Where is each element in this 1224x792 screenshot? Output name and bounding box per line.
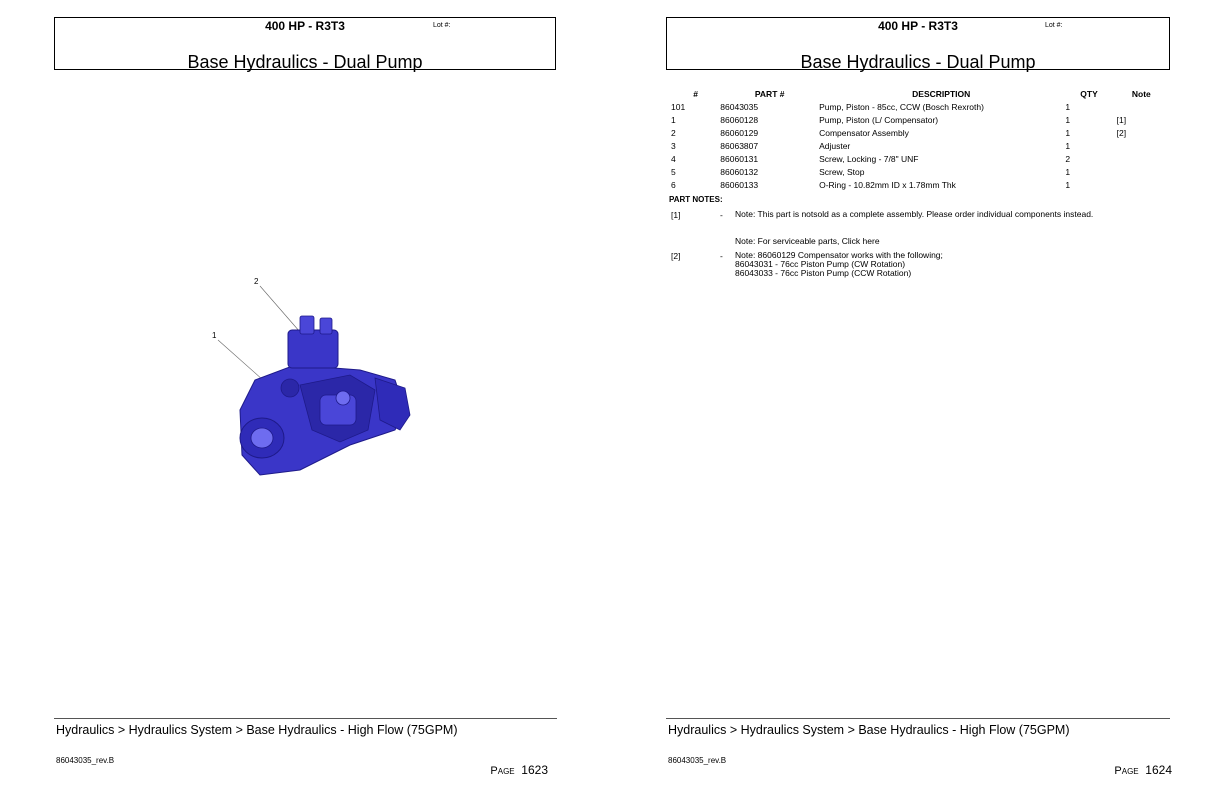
col-header-note: Note xyxy=(1131,88,1151,99)
cell-description: Screw, Locking - 7/8" UNF xyxy=(819,153,919,164)
cell-number: 1 xyxy=(671,114,676,125)
cell-description: Adjuster xyxy=(819,140,851,151)
cell-number: 6 xyxy=(671,179,676,190)
page-word: Page xyxy=(1114,765,1139,777)
document-id: 86043035_rev.B xyxy=(56,756,115,765)
note-ref: [2] xyxy=(671,251,681,261)
cell-part: 86060129 xyxy=(720,127,759,138)
pump-shaft xyxy=(251,428,273,448)
table-row xyxy=(668,178,1168,191)
table-row xyxy=(668,113,1168,126)
note-line: Note: 86060129 Compensator works with the following; xyxy=(735,250,943,260)
callout-1: 1 xyxy=(212,331,217,340)
page-number-value: 1623 xyxy=(521,763,548,777)
footer-rule xyxy=(54,718,557,719)
header-box xyxy=(54,17,556,70)
table-row xyxy=(668,126,1168,139)
col-header-description: DESCRIPTION xyxy=(912,88,971,99)
note-text-link[interactable] xyxy=(735,237,880,246)
port-opening xyxy=(336,391,350,405)
cell-qty: 1 xyxy=(1065,140,1071,151)
footer-rule xyxy=(666,718,1170,719)
cell-number: 5 xyxy=(671,166,676,177)
cell-number: 4 xyxy=(671,153,676,164)
cell-note xyxy=(1115,139,1168,152)
cell-description: Pump, Piston - 85cc, CCW (Bosch Rexroth) xyxy=(819,101,984,112)
cell-part: 86060128 xyxy=(720,114,759,125)
model-title: 400 HP - R3T3 xyxy=(878,19,958,33)
breadcrumb: Hydraulics > Hydraulics System > Base Hydraulics - High Flow (75GPM) xyxy=(668,723,1070,737)
cell-qty: 1 xyxy=(1065,179,1071,190)
note-dash: - xyxy=(720,210,723,220)
cell-note: [1] xyxy=(1116,114,1127,125)
cell-qty: 1 xyxy=(1065,101,1071,112)
parts-table xyxy=(668,87,1168,191)
note-dash: - xyxy=(720,251,723,261)
cell-qty: 1 xyxy=(1065,166,1071,177)
table-row xyxy=(668,165,1168,178)
model-title: 400 HP - R3T3 xyxy=(265,19,345,33)
leader-line-2 xyxy=(260,286,300,332)
cell-part: 86060133 xyxy=(720,179,759,190)
table-row xyxy=(668,152,1168,165)
header-box xyxy=(666,17,1170,70)
cell-qty: 1 xyxy=(1065,114,1071,125)
note-line: Note: This part is notsold as a complete assembly. Please order individual components instead. xyxy=(735,209,1094,219)
note-ref: [1] xyxy=(671,210,681,220)
page-word: Page xyxy=(490,765,515,777)
cell-part: 86063807 xyxy=(720,140,759,151)
table-header-row xyxy=(668,87,1168,100)
part-notes-heading: PART NOTES: xyxy=(669,195,723,204)
document-id: 86043035_rev.B xyxy=(668,756,727,765)
breadcrumb: Hydraulics > Hydraulics System > Base Hydraulics - High Flow (75GPM) xyxy=(56,723,458,737)
cell-number: 101 xyxy=(671,101,686,112)
col-header-part: PART # xyxy=(754,88,785,99)
cell-note: [2] xyxy=(1116,127,1127,138)
cell-description: Compensator Assembly xyxy=(819,127,909,138)
cell-part: 86060132 xyxy=(720,166,759,177)
side-port xyxy=(281,379,299,397)
note-line[interactable]: Note: For serviceable parts, Click here xyxy=(735,236,880,246)
table-row xyxy=(668,139,1168,152)
cell-qty: 2 xyxy=(1065,153,1071,164)
cell-qty: 1 xyxy=(1065,127,1071,138)
compensator-block xyxy=(288,330,338,368)
cell-note xyxy=(1115,165,1168,178)
cell-description: O-Ring - 10.82mm ID x 1.78mm Thk xyxy=(819,179,956,190)
cell-note xyxy=(1115,152,1168,165)
cell-part: 86043035 xyxy=(720,101,759,112)
page-number xyxy=(490,763,548,777)
table-row xyxy=(668,100,1168,113)
cell-note xyxy=(1115,178,1168,191)
note-line: 86043033 - 76cc Piston Pump (CCW Rotation) xyxy=(735,268,912,278)
right-page xyxy=(612,0,1224,792)
callout-2: 2 xyxy=(254,277,259,286)
pump-diagram xyxy=(200,270,430,490)
page-number xyxy=(1114,763,1172,777)
col-header-qty: QTY xyxy=(1080,88,1098,99)
col-header-number: # xyxy=(693,88,699,99)
page-title: Base Hydraulics - Dual Pump xyxy=(187,52,423,72)
lot-label: Lot #: xyxy=(1045,22,1063,29)
cell-part: 86060131 xyxy=(720,153,759,164)
page-title: Base Hydraulics - Dual Pump xyxy=(800,52,1036,72)
cell-description: Pump, Piston (L/ Compensator) xyxy=(819,114,939,125)
page-number-value: 1624 xyxy=(1145,763,1172,777)
cell-number: 2 xyxy=(671,127,676,138)
note-text xyxy=(735,210,1093,219)
cell-number: 3 xyxy=(671,140,676,151)
note-line: 86043031 - 76cc Piston Pump (CW Rotation) xyxy=(735,259,906,269)
pump-illustration xyxy=(200,270,430,490)
compensator-adjuster xyxy=(300,316,314,334)
lot-label: Lot #: xyxy=(433,22,451,29)
note-text xyxy=(735,251,943,278)
compensator-screw xyxy=(320,318,332,334)
cell-note xyxy=(1115,100,1168,113)
cell-description: Screw, Stop xyxy=(819,166,865,177)
